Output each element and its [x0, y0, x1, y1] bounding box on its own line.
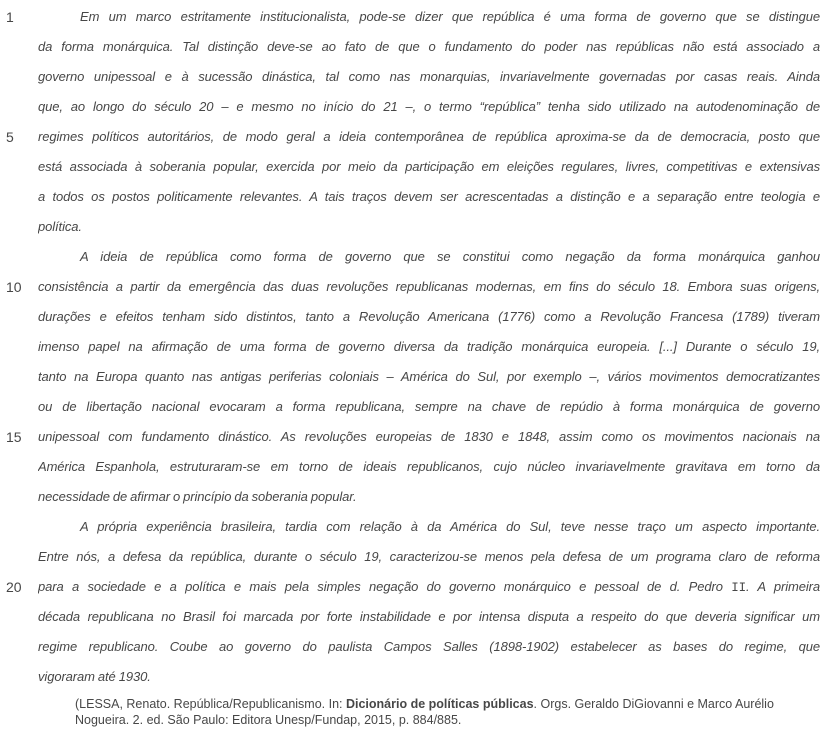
text-line: necessidade de afirmar o princípio da soberania popular.: [38, 489, 357, 504]
text-line: Entre nós, a defesa da república, durante o século 19, caracterizou-se menos pela defesa de um programa claro de reforma: [38, 549, 820, 564]
text-line: a todos os postos politicamente relevantes. A tais traços devem ser acrescentadas a distinção e a separação entre teologia e: [38, 189, 820, 204]
text-line: imenso papel na afirmação de uma forma de governo diversa da tradição monárquica europeia. [...] Durante o século 19,: [38, 339, 820, 354]
line-number: 5: [6, 129, 14, 145]
text-segment: para a sociedade e a política e mais pela simples negação do governo monárquico e pessoal de d. Pedro: [38, 579, 732, 594]
citation-line: [75, 696, 820, 712]
citation: [75, 696, 820, 728]
citation-segment: (LESSA, Renato. República/Republicanismo. In:: [75, 697, 346, 711]
text-line: regime republicano. Coube ao governo do paulista Campos Salles (1898-1902) estabelecer as bases do regime, que: [38, 639, 820, 654]
citation-segment: . Orgs. Geraldo DiGiovanni e Marco Aurélio: [533, 697, 774, 711]
text-line: A própria experiência brasileira, tardia com relação à da América do Sul, teve nesse traço um aspecto importante.: [80, 519, 820, 534]
text-line: ou de libertação nacional evocaram a forma republicana, sempre na chave de repúdio à forma monárquica de governo: [38, 399, 820, 414]
line-number: 15: [6, 429, 22, 445]
text-line: A ideia de república como forma de governo que se constitui como negação da forma monárquica ganhou: [80, 249, 820, 264]
line-number: 20: [6, 579, 22, 595]
paragraph-2: [38, 242, 820, 512]
text-line: [38, 572, 820, 602]
text-segment: . A primeira: [746, 579, 820, 594]
citation-line: Nogueira. 2. ed. São Paulo: Editora Unesp/Fundap, 2015, p. 884/885.: [75, 713, 462, 727]
text-line: América Espanhola, estruturaram-se em torno de ideais republicanos, cujo núcleo invariavelmente gravitava em torno da: [38, 459, 820, 474]
text-line: política.: [38, 219, 82, 234]
roman-numeral-II: II: [731, 581, 747, 595]
text-line: unipessoal com fundamento dinástico. As revoluções europeias de 1830 e 1848, assim como os movimentos nacionais na: [38, 429, 820, 444]
paragraph-3: [38, 512, 820, 692]
text-line: tanto na Europa quanto nas antigas periferias coloniais – América do Sul, por exemplo –, vários movimentos democratizantes: [38, 369, 820, 384]
line-number: 1: [6, 9, 14, 25]
paragraph-1: [38, 2, 820, 242]
text-line: governo unipessoal e à sucessão dinástica, tal como nas monarquias, invariavelmente governadas por casas reais. Ainda: [38, 69, 820, 84]
text-line: está associada à soberania popular, exercida por meio da participação em eleições regulares, livres, competitivas e extensivas: [38, 159, 820, 174]
line-number: 10: [6, 279, 22, 295]
text-line: vigoraram até 1930.: [38, 669, 151, 684]
text-line: regimes políticos autoritários, de modo geral a ideia contemporânea de república aproxima-se da de democracia, posto que: [38, 129, 820, 144]
text-line: Em um marco estritamente institucionalista, pode-se dizer que república é uma forma de governo que se distingue: [80, 9, 820, 24]
text-line: consistência a partir da emergência das duas revoluções republicanas modernas, em fins do século 18. Embora suas origens,: [38, 279, 820, 294]
text-line: que, ao longo do século 20 – e mesmo no início do 21 –, o termo “república” tenha sido utilizado na autodenominação de: [38, 99, 820, 114]
line-number-gutter: [6, 0, 34, 729]
text-line: da forma monárquica. Tal distinção deve-se ao fato de que o fundamento do poder nas repúblicas não está associado a: [38, 39, 820, 54]
passage-body: [38, 2, 820, 692]
citation-book-title: Dicionário de políticas públicas: [345, 697, 534, 711]
text-line: durações e efeitos tenham sido distintos, tanto a Revolução Americana (1776) como a Revolução Francesa (1789) tiveram: [38, 309, 820, 324]
text-line: década republicana no Brasil foi marcada por forte instabilidade e por intensa disputa a respeito do que deveria significar um: [38, 609, 820, 624]
